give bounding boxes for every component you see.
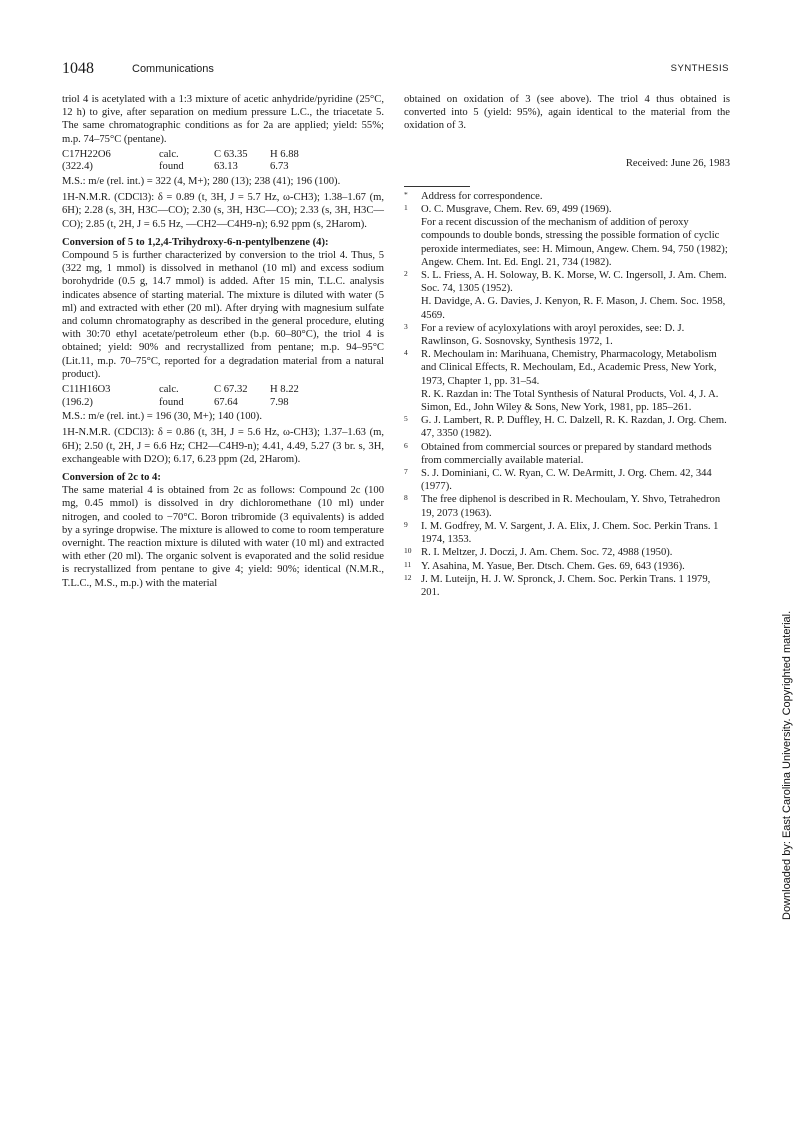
download-watermark: Downloaded by: East Carolina University. Copyrighted material.	[781, 610, 793, 920]
footnote-divider	[404, 186, 470, 187]
formula: C11H16O3	[62, 384, 111, 396]
reference-extra: For a recent discussion of the mechanism of addition of peroxy compounds to double bonds, stressing the possible formation of cyclic peroxide intermediates, see: H. Mimoun, Angew. Chem. 94, 750 (1982); Angew. Chem. Int. Ed. Engl. 21, 734 (1982).	[421, 217, 728, 268]
reference-text: O. C. Musgrave, Chem. Rev. 69, 499 (1969).	[421, 204, 612, 216]
reference-item	[404, 190, 730, 203]
value-h: 6.73	[270, 161, 289, 173]
section-heading: Conversion of 2c to 4:	[62, 472, 161, 484]
reference-item	[404, 467, 730, 493]
reference-text: For a review of acyloxylations with aroyl peroxides, see: D. J. Rawlinson, G. Sosnovsky, Synthesis 1972, 1.	[421, 322, 685, 348]
value-h: H 8.22	[270, 384, 299, 396]
reference-mark: 5	[404, 414, 408, 424]
reference-mark: 7	[404, 467, 408, 477]
table-row	[62, 149, 299, 162]
nmr-1: 1H-N.M.R. (CDCl3): δ = 0.89 (t, 3H, J = 5.7 Hz, ω-CH3); 1.38–1.67 (m, 6H); 2.28 (s, 3H, H3C—CO); 2.30 (s, 3H, H3C—CO); 2.33 (s, 3H, H3C—CO); 2.85 (t, 2H, J = 6.5 Hz, —CH2—C4H9-n); 6.92 ppm (s, 2Harom).	[62, 192, 384, 230]
reference-text: Obtained from commercial sources or prepared by standard methods from commercially available material.	[421, 441, 712, 466]
reference-mark: 3	[404, 321, 408, 331]
reference-text: I. M. Godfrey, M. V. Sargent, J. A. Elix, J. Chem. Soc. Perkin Trans. 1 1974, 1353.	[421, 520, 719, 546]
procedure-paragraph: The same material 4 is obtained from 2c as follows: Compound 2c (100 mg, 0.45 mmol) is dissolved in dry dichloromethane (10 ml) under nitrogen, and cooled to −70°C. Boron tribromide (3 equivalents) is added by a syringe dropwise. The mixture is allowed to come to room temperature overnight. The reaction mixture is diluted with water (10 ml) and extracted with ether (20 ml). The organic solvent is evaporated and the solid residue is recrystallized from pentane to give 4; yield: 90%; identical (N.M.R., T.L.C., M.S., m.p.) with the material	[62, 485, 384, 589]
reference-item	[404, 348, 730, 414]
label-found: found	[159, 396, 184, 408]
label-calc: calc.	[159, 384, 179, 396]
formula: C17H22O6	[62, 148, 111, 160]
reference-mark: 6	[404, 440, 408, 450]
reference-item	[404, 546, 730, 559]
value-c: 67.64	[214, 396, 238, 408]
reference-item	[404, 573, 730, 599]
molar-mass: (322.4)	[62, 161, 93, 173]
reference-text: R. I. Meltzer, J. Doczi, J. Am. Chem. Soc. 72, 4988 (1950).	[421, 547, 673, 559]
reference-item	[404, 322, 730, 348]
section-heading: Conversion of 5 to 1,2,4-Trihydroxy-6-n-pentylbenzene (4):	[62, 236, 329, 248]
right-column	[404, 93, 730, 599]
reference-text: R. Mechoulam in: Marihuana, Chemistry, Pharmacology, Metabolism and Clinical Effects, R. Mechoulam, Ed., Academic Press, New York, 1973, Chapter 1, pp. 31–54.	[421, 349, 717, 387]
mass-spec-1: M.S.: m/e (rel. int.) = 322 (4, M+); 280 (13); 238 (41); 196 (100).	[62, 176, 341, 187]
label-found: found	[159, 161, 184, 173]
reference-extra: H. Davidge, A. G. Davies, J. Kenyon, R. F. Mason, J. Chem. Soc. 1958, 4569.	[421, 296, 726, 321]
table-row	[62, 161, 299, 174]
reference-item	[404, 493, 730, 519]
reference-mark: 10	[404, 546, 412, 556]
reference-item	[404, 414, 730, 440]
reference-list	[404, 190, 730, 599]
reference-extra: R. K. Razdan in: The Total Synthesis of Natural Products, Vol. 4, J. A. Simon, Ed., John Wiley & Sons, New York, 1981, pp. 185–261.	[421, 388, 719, 414]
nmr-2: 1H-N.M.R. (CDCl3): δ = 0.86 (t, 3H, J = 5.6 Hz, ω-CH3); 1.37–1.63 (m, 6H); 2.50 (t, 2H, J = 6.6 Hz; CH2—C4H9-n); 4.41, 4.49, 5.27 (3 br. s, 3H, exchangeable with D2O); 6.17, 6.23 ppm (2d, 2Harom).	[62, 427, 384, 465]
left-column	[62, 93, 384, 590]
table-row	[62, 397, 299, 410]
value-c: C 63.35	[214, 148, 248, 160]
mass-spec-2: M.S.: m/e (rel. int.) = 196 (30, M+); 140 (100).	[62, 411, 262, 423]
value-c: C 67.32	[214, 384, 248, 396]
received-date: Received: June 26, 1983	[625, 157, 730, 169]
reference-text: Y. Asahina, M. Yasue, Ber. Dtsch. Chem. Ges. 69, 643 (1936).	[421, 560, 685, 572]
value-h: 7.98	[270, 396, 289, 408]
elemental-analysis-2	[62, 384, 299, 409]
reference-item	[404, 203, 730, 269]
table-row	[62, 384, 299, 397]
continuation-paragraph: obtained on oxidation of 3 (see above). The triol 4 thus obtained is converted into 5 (yield: 95%), again identical to the material from the oxidation of 3.	[404, 94, 730, 132]
reference-item	[404, 269, 730, 322]
page-number: 1048	[62, 60, 94, 77]
reference-text: S. J. Dominiani, C. W. Ryan, C. W. DeArmitt, J. Org. Chem. 42, 344 (1977).	[421, 468, 712, 493]
reference-text: G. J. Lambert, R. P. Duffley, H. C. Dalzell, R. K. Razdan, J. Org. Chem. 47, 3350 (1982).	[421, 415, 727, 440]
journal-name: SYNTHESIS	[670, 63, 729, 74]
reference-text: Address for correspondence.	[421, 190, 543, 202]
reference-mark: 8	[404, 493, 408, 503]
reference-mark: 11	[404, 559, 412, 569]
molar-mass: (196.2)	[62, 396, 93, 408]
procedure-paragraph: Compound 5 is further characterized by conversion to the triol 4. Thus, 5 (322 mg, 1 mmol) is dissolved in methanol (10 ml) and excess sodium borohydride (0.5 g, 14.7 mmol) is added. After 15 min, T.L.C. analysis indicates absence of starting material. The mixture is diluted with water (5 ml) and extracted with ether (20 ml). After drying with magnesium sulfate and column chromatography as described in the general procedure, eluting with 30:70 ethyl acetate/petroleum ether (b.p. 60–80°C), the triol 4 is obtained; yield: 90% and recrystallized from pentane; m.p. 94–95°C (Lit.11, m.p. 70–75°C, reported for a degradation material from a natural product).	[62, 250, 384, 380]
intro-paragraph: triol 4 is acetylated with a 1:3 mixture of acetic anhydride/pyridine (25°C, 12 h) to give, after separation on medium pressure L.C., the triacetate 5. The same chromatographic conditions as for 2a are applied; yield: 55%; m.p. 74–75°C (pentane).	[62, 94, 384, 145]
page-header	[62, 60, 729, 82]
reference-item	[404, 441, 730, 467]
reference-mark: 9	[404, 519, 408, 529]
value-h: H 6.88	[270, 148, 299, 160]
section-name: Communications	[132, 63, 214, 75]
reference-text: The free diphenol is described in R. Mechoulam, Y. Shvo, Tetrahedron 19, 2073 (1963).	[421, 494, 721, 519]
reference-mark: 12	[404, 572, 412, 582]
reference-item	[404, 520, 730, 546]
reference-mark: 4	[404, 348, 408, 358]
elemental-analysis-1	[62, 149, 299, 174]
reference-mark: 1	[404, 203, 408, 213]
reference-mark: 2	[404, 269, 408, 279]
reference-item	[404, 560, 730, 573]
value-c: 63.13	[214, 161, 238, 173]
reference-text: J. M. Luteijn, H. J. W. Spronck, J. Chem. Soc. Perkin Trans. 1 1979, 201.	[421, 573, 711, 598]
reference-text: S. L. Friess, A. H. Soloway, B. K. Morse, W. C. Ingersoll, J. Am. Chem. Soc. 74, 1305 (1952).	[421, 270, 727, 295]
reference-mark: *	[404, 189, 408, 199]
label-calc: calc.	[159, 148, 179, 160]
